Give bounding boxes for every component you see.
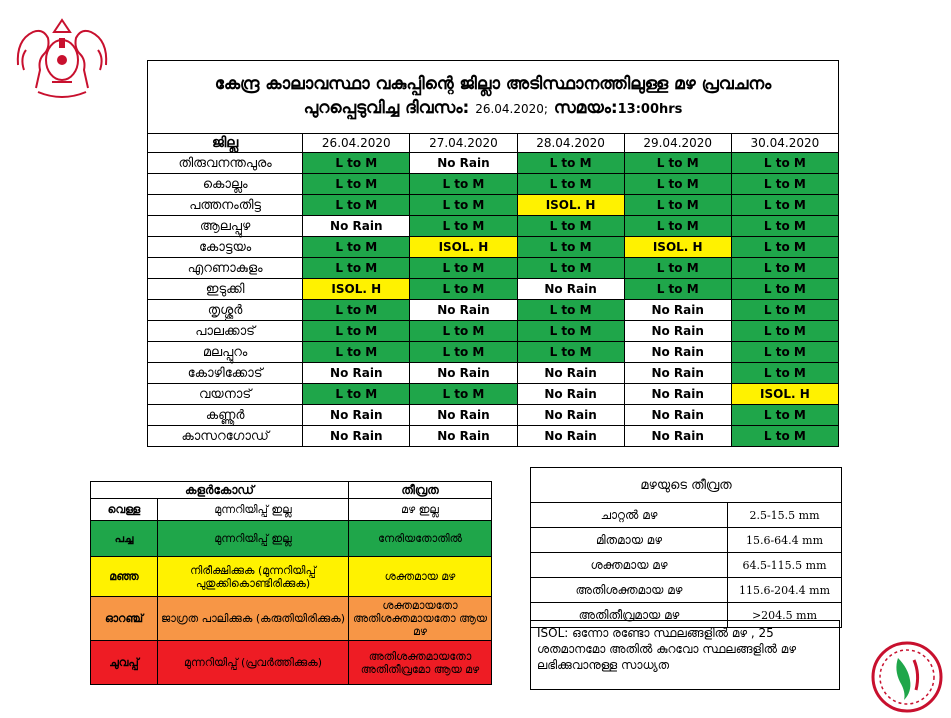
table-row xyxy=(148,195,839,216)
forecast-cell: No Rain xyxy=(517,363,624,384)
forecast-cell: L to M xyxy=(303,258,410,279)
table-row xyxy=(148,426,839,447)
color-intensity: മഴ ഇല്ല xyxy=(349,499,492,521)
kerala-emblem-logo xyxy=(8,10,116,100)
color-intensity: ശക്തമായ മഴ xyxy=(349,557,492,597)
rain-intensity-table xyxy=(530,467,842,628)
color-intensity: അതിശക്തമായതോ അതിതീവ്രമോ ആയ മഴ xyxy=(349,641,492,685)
forecast-cell: L to M xyxy=(517,237,624,258)
rain-range: 115.6-204.4 mm xyxy=(728,578,842,603)
forecast-cell: L to M xyxy=(410,321,517,342)
forecast-cell: L to M xyxy=(303,153,410,174)
forecast-cell: No Rain xyxy=(624,426,731,447)
table-row xyxy=(91,499,492,521)
forecast-cell: No Rain xyxy=(303,426,410,447)
forecast-cell: L to M xyxy=(731,279,838,300)
forecast-cell: L to M xyxy=(624,153,731,174)
table-row xyxy=(148,321,839,342)
forecast-cell: ISOL. H xyxy=(731,384,838,405)
forecast-cell: L to M xyxy=(731,153,838,174)
forecast-cell: L to M xyxy=(303,384,410,405)
district-header: ജില്ല xyxy=(148,134,303,153)
isol-note: ISOL: ഒന്നോ രണ്ടോ സ്ഥലങ്ങളിൽ മഴ , 25 ശതമാനമോ അതിൽ കുറവോ സ്ഥലങ്ങളിൽ മഴ ലഭിക്കുവാനുള്ള സാധ്യത xyxy=(530,620,840,690)
forecast-cell: L to M xyxy=(303,321,410,342)
table-row xyxy=(531,578,842,603)
rain-type: മിതമായ മഴ xyxy=(531,528,728,553)
forecast-cell: L to M xyxy=(731,321,838,342)
forecast-cell: L to M xyxy=(303,300,410,321)
disaster-management-logo xyxy=(870,640,944,714)
table-row xyxy=(531,553,842,578)
district-name: ഇടുക്കി xyxy=(148,279,303,300)
rain-type: ചാറ്റൽ മഴ xyxy=(531,503,728,528)
district-name: കണ്ണൂർ xyxy=(148,405,303,426)
forecast-cell: No Rain xyxy=(624,300,731,321)
forecast-cell: No Rain xyxy=(624,384,731,405)
forecast-cell: No Rain xyxy=(303,363,410,384)
color-meaning: മുന്നറിയിപ്പ് ഇല്ല xyxy=(158,499,349,521)
district-name: പത്തനംതിട്ട xyxy=(148,195,303,216)
forecast-cell: L to M xyxy=(731,426,838,447)
table-row xyxy=(148,174,839,195)
table-row xyxy=(148,258,839,279)
table-row xyxy=(531,503,842,528)
color-name: പച്ച xyxy=(91,521,158,557)
forecast-cell: No Rain xyxy=(517,405,624,426)
rain-intensity-header-row xyxy=(531,468,842,503)
color-name: വെള്ള xyxy=(91,499,158,521)
table-row xyxy=(148,279,839,300)
forecast-cell: No Rain xyxy=(517,384,624,405)
table-row xyxy=(148,405,839,426)
color-meaning: മുന്നറിയിപ്പ് (പ്രവർത്തിക്കുക) xyxy=(158,641,349,685)
time-label: സമയം: xyxy=(553,98,618,118)
forecast-cell: No Rain xyxy=(624,321,731,342)
forecast-cell: L to M xyxy=(410,258,517,279)
forecast-cell: L to M xyxy=(731,216,838,237)
table-row xyxy=(91,597,492,641)
color-meaning: മുന്നറിയിപ്പ് ഇല്ല xyxy=(158,521,349,557)
forecast-cell: No Rain xyxy=(517,426,624,447)
color-meaning: നിരീക്ഷിക്കുക (മുന്നറിയിപ്പ് പുതുക്കികൊണ്ടിരിക്കുക) xyxy=(158,557,349,597)
forecast-cell: L to M xyxy=(410,279,517,300)
forecast-cell: L to M xyxy=(624,174,731,195)
district-name: വയനാട് xyxy=(148,384,303,405)
district-name: കൊല്ലം xyxy=(148,174,303,195)
forecast-cell: L to M xyxy=(410,342,517,363)
rain-range: >204.5 mm xyxy=(728,603,842,628)
table-row xyxy=(148,237,839,258)
district-name: എറണാകുളം xyxy=(148,258,303,279)
district-name: മലപ്പുറം xyxy=(148,342,303,363)
district-name: കോട്ടയം xyxy=(148,237,303,258)
forecast-cell: No Rain xyxy=(410,363,517,384)
forecast-cell: L to M xyxy=(731,258,838,279)
district-name: കോഴിക്കോട് xyxy=(148,363,303,384)
table-row xyxy=(148,384,839,405)
rain-type: ശക്തമായ മഴ xyxy=(531,553,728,578)
forecast-cell: L to M xyxy=(303,237,410,258)
forecast-cell: L to M xyxy=(517,153,624,174)
page-title: കേന്ദ്ര കാലാവസ്ഥാ വകുപ്പിന്റെ ജില്ലാ അടിസ്ഥാനത്തിലുള്ള മഴ പ്രവചനം xyxy=(214,74,772,94)
table-row xyxy=(91,557,492,597)
table-row xyxy=(91,521,492,557)
forecast-cell: L to M xyxy=(731,342,838,363)
forecast-table xyxy=(147,133,839,447)
color-meaning: ജാഗ്രത പാലിക്കുക (കരുതിയിരിക്കുക) xyxy=(158,597,349,641)
forecast-cell: L to M xyxy=(410,174,517,195)
date-header: 30.04.2020 xyxy=(731,134,838,153)
rain-intensity-body xyxy=(531,468,842,628)
forecast-cell: No Rain xyxy=(303,216,410,237)
table-row xyxy=(148,153,839,174)
forecast-cell: L to M xyxy=(303,342,410,363)
table-row xyxy=(148,216,839,237)
table-row xyxy=(148,342,839,363)
table-row xyxy=(531,528,842,553)
intensity-header: തീവ്രത xyxy=(349,482,492,499)
forecast-cell: No Rain xyxy=(624,363,731,384)
forecast-cell: No Rain xyxy=(624,342,731,363)
color-intensity: ശക്തമായതോ അതിശക്തമായതോ ആയ മഴ xyxy=(349,597,492,641)
forecast-cell: L to M xyxy=(731,405,838,426)
rain-type: അതിതീവ്രമായ മഴ xyxy=(531,603,728,628)
title-box xyxy=(147,60,839,133)
color-name: ചുവപ്പ് xyxy=(91,641,158,685)
table-row xyxy=(148,363,839,384)
forecast-cell: L to M xyxy=(303,174,410,195)
color-code-table xyxy=(90,481,492,685)
forecast-header-row xyxy=(148,134,839,153)
forecast-cell: L to M xyxy=(410,195,517,216)
forecast-cell: L to M xyxy=(731,174,838,195)
table-row xyxy=(148,300,839,321)
color-intensity: നേരിയതോതിൽ xyxy=(349,521,492,557)
forecast-cell: No Rain xyxy=(410,300,517,321)
forecast-cell: L to M xyxy=(517,174,624,195)
forecast-cell: L to M xyxy=(517,342,624,363)
district-name: പാലക്കാട് xyxy=(148,321,303,342)
forecast-cell: No Rain xyxy=(303,405,410,426)
forecast-cell: L to M xyxy=(517,300,624,321)
forecast-cell: No Rain xyxy=(410,426,517,447)
published-date: 26.04.2020; xyxy=(475,102,548,116)
forecast-cell: No Rain xyxy=(517,279,624,300)
forecast-cell: ISOL. H xyxy=(303,279,410,300)
published-label: പുറപ്പെടുവിച്ച ദിവസം: xyxy=(303,98,470,118)
district-name: ആലപ്പുഴ xyxy=(148,216,303,237)
forecast-cell: ISOL. H xyxy=(517,195,624,216)
forecast-cell: L to M xyxy=(517,216,624,237)
forecast-cell: L to M xyxy=(303,195,410,216)
date-header: 27.04.2020 xyxy=(410,134,517,153)
forecast-cell: L to M xyxy=(517,321,624,342)
rain-type: അതിശക്തമായ മഴ xyxy=(531,578,728,603)
district-name: തൃശ്ശൂർ xyxy=(148,300,303,321)
date-header: 28.04.2020 xyxy=(517,134,624,153)
date-header: 26.04.2020 xyxy=(303,134,410,153)
district-name: കാസറഗോഡ് xyxy=(148,426,303,447)
forecast-cell: L to M xyxy=(410,384,517,405)
color-name: മഞ്ഞ xyxy=(91,557,158,597)
forecast-cell: L to M xyxy=(410,216,517,237)
color-code-header-row xyxy=(91,482,492,499)
rain-range: 15.6-64.4 mm xyxy=(728,528,842,553)
forecast-cell: No Rain xyxy=(410,405,517,426)
forecast-cell: L to M xyxy=(624,258,731,279)
forecast-cell: L to M xyxy=(731,195,838,216)
forecast-cell: L to M xyxy=(624,279,731,300)
publish-info xyxy=(304,96,683,122)
forecast-cell: No Rain xyxy=(624,405,731,426)
date-header: 29.04.2020 xyxy=(624,134,731,153)
color-name: ഓറഞ്ച് xyxy=(91,597,158,641)
forecast-cell: L to M xyxy=(731,300,838,321)
forecast-cell: L to M xyxy=(517,258,624,279)
forecast-cell: L to M xyxy=(731,363,838,384)
time-value: 13:00hrs xyxy=(617,102,683,117)
forecast-cell: No Rain xyxy=(410,153,517,174)
forecast-cell: ISOL. H xyxy=(624,237,731,258)
table-row xyxy=(91,641,492,685)
rain-range: 64.5-115.5 mm xyxy=(728,553,842,578)
forecast-cell: L to M xyxy=(624,195,731,216)
color-code-body xyxy=(91,499,492,685)
forecast-cell: L to M xyxy=(731,237,838,258)
district-name: തിരുവനന്തപുരം xyxy=(148,153,303,174)
rain-intensity-header: മഴയുടെ തീവ്രത xyxy=(531,468,842,503)
forecast-cell: L to M xyxy=(624,216,731,237)
color-code-header: കളർകോഡ് xyxy=(91,482,349,499)
forecast-body xyxy=(148,153,839,447)
rain-range: 2.5-15.5 mm xyxy=(728,503,842,528)
forecast-cell: ISOL. H xyxy=(410,237,517,258)
